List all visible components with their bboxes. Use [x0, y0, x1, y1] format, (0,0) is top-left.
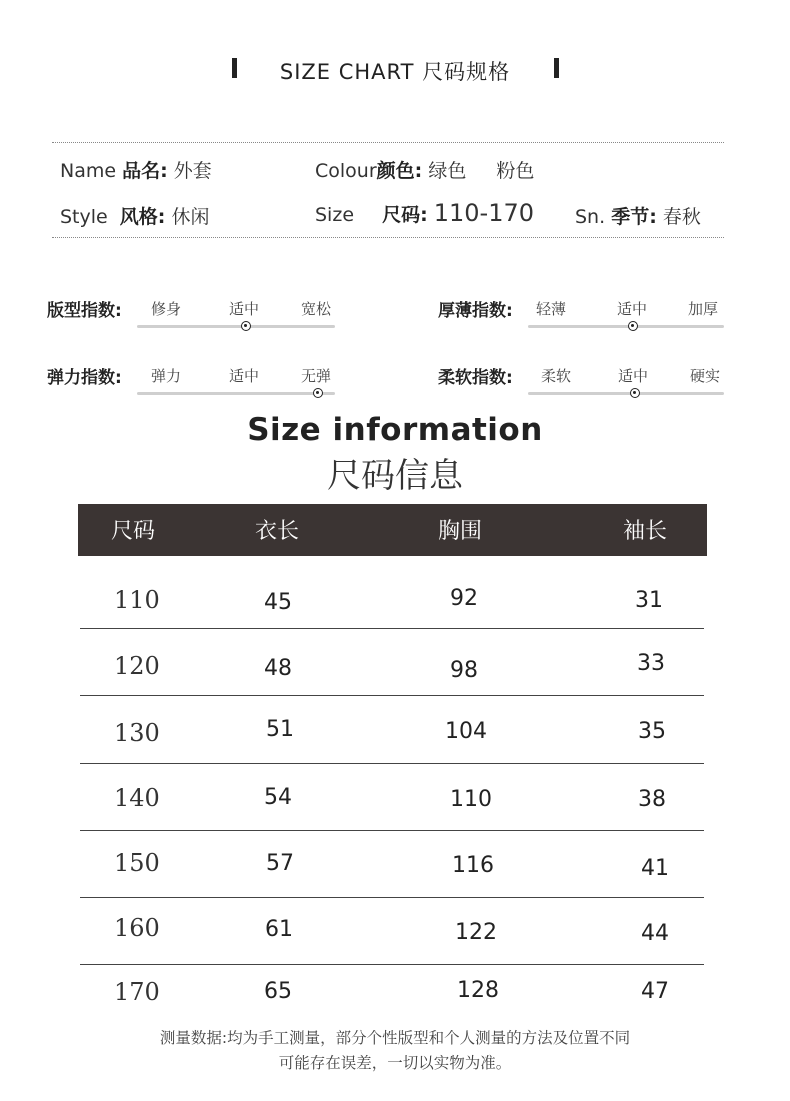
table-row — [80, 767, 704, 833]
cell-size: 130 — [114, 719, 160, 747]
cell-sleeve: 35 — [638, 719, 666, 744]
index-elasticity-track — [137, 392, 335, 395]
name-label-en: Name — [60, 160, 117, 182]
divider-top — [52, 142, 724, 143]
cell-size: 170 — [114, 978, 160, 1006]
index-softness-label: 柔软指数: — [438, 368, 513, 388]
season-label-en: Sn. — [575, 206, 606, 228]
row-divider — [80, 897, 704, 898]
divider-bottom — [52, 237, 724, 238]
cell-size: 140 — [114, 784, 160, 812]
colour-label-zh: 颜色: — [376, 160, 423, 182]
index-thickness-option-2: 适中 — [617, 300, 648, 318]
season-value: 春秋 — [662, 206, 701, 228]
index-softness-option-1: 柔软 — [541, 367, 572, 385]
style-value: 休闲 — [171, 206, 210, 228]
cell-length: 61 — [265, 917, 293, 942]
size-label-zh: 尺码: — [382, 204, 428, 226]
row-divider — [80, 695, 704, 696]
colour-value-green: 绿色 — [428, 160, 467, 182]
season-field — [575, 202, 701, 229]
cell-chest: 92 — [450, 586, 478, 611]
index-fit-track — [137, 325, 335, 328]
index-fit-option-1: 修身 — [151, 300, 182, 318]
index-thickness-track — [528, 325, 724, 328]
cell-size: 110 — [114, 586, 160, 614]
index-elasticity-label: 弹力指数: — [47, 368, 122, 388]
index-softness-marker — [630, 388, 640, 398]
measurement-note-line-1: 测量数据:均为手工测量，部分个性版型和个人测量的方法及位置不同 — [159, 1029, 631, 1047]
measurement-note — [0, 1026, 790, 1076]
cell-size: 120 — [114, 652, 160, 680]
colour-field — [315, 156, 534, 183]
table-row — [80, 901, 704, 967]
index-elasticity-marker — [313, 388, 323, 398]
row-divider — [80, 830, 704, 831]
cell-sleeve: 33 — [637, 651, 665, 676]
season-label-zh: 季节: — [611, 206, 657, 228]
size-value: 110-170 — [433, 199, 534, 227]
row-divider — [80, 964, 704, 965]
cell-chest: 98 — [450, 658, 478, 683]
cell-size: 150 — [114, 849, 160, 877]
size-table-header — [78, 504, 707, 556]
cell-length: 48 — [264, 656, 292, 681]
colour-label-en: Colour — [315, 160, 377, 182]
style-label-zh: 风格: — [119, 206, 166, 228]
table-row — [80, 632, 704, 698]
cell-length: 45 — [264, 590, 292, 615]
index-softness-option-2: 适中 — [618, 367, 649, 385]
colour-value-pink: 粉色 — [496, 160, 535, 182]
index-softness-option-3: 硬实 — [690, 367, 721, 385]
header-sleeve: 袖长 — [623, 519, 668, 544]
cell-sleeve: 31 — [635, 588, 663, 613]
cell-chest: 110 — [450, 787, 492, 812]
table-row — [80, 566, 704, 632]
index-fit-option-3: 宽松 — [301, 300, 332, 318]
table-row — [80, 834, 704, 900]
header-bar-right — [554, 58, 559, 78]
page-title: SIZE CHART 尺码规格 — [279, 60, 511, 84]
cell-length: 51 — [266, 717, 294, 742]
size-info-title-en: Size information — [247, 412, 543, 448]
header-length: 衣长 — [255, 519, 300, 544]
header-size: 尺码 — [111, 519, 156, 544]
name-field — [60, 156, 212, 183]
table-row — [80, 699, 704, 765]
size-label-en: Size — [315, 204, 355, 226]
index-thickness-marker — [628, 321, 638, 331]
style-label-en: Style — [60, 206, 108, 228]
table-row — [80, 968, 704, 1034]
cell-sleeve: 41 — [641, 856, 669, 881]
index-elasticity-option-1: 弹力 — [151, 367, 182, 385]
cell-sleeve: 44 — [641, 921, 669, 946]
cell-length: 57 — [266, 851, 294, 876]
size-info-title-zh: 尺码信息 — [327, 456, 463, 496]
measurement-note-line-2: 可能存在误差，一切以实物为准。 — [278, 1054, 512, 1072]
header-chest: 胸围 — [438, 519, 483, 544]
style-field — [60, 202, 209, 229]
cell-chest: 116 — [452, 853, 494, 878]
cell-chest: 122 — [455, 920, 497, 945]
cell-size: 160 — [114, 914, 160, 942]
name-value: 外套 — [173, 160, 212, 182]
row-divider — [80, 628, 704, 629]
cell-sleeve: 38 — [638, 787, 666, 812]
index-fit-marker — [241, 321, 251, 331]
cell-sleeve: 47 — [641, 979, 669, 1004]
index-elasticity-option-2: 适中 — [229, 367, 260, 385]
cell-length: 65 — [264, 979, 292, 1004]
name-label-zh: 品名: — [122, 160, 168, 182]
cell-chest: 128 — [457, 978, 499, 1003]
index-thickness-label: 厚薄指数: — [438, 301, 513, 321]
index-fit-label: 版型指数: — [47, 301, 122, 321]
row-divider — [80, 763, 704, 764]
size-field — [315, 199, 534, 227]
index-softness-track — [528, 392, 724, 395]
cell-length: 54 — [264, 785, 292, 810]
index-fit-option-2: 适中 — [229, 300, 260, 318]
cell-chest: 104 — [445, 719, 487, 744]
index-elasticity-option-3: 无弹 — [301, 367, 332, 385]
index-thickness-option-1: 轻薄 — [536, 300, 567, 318]
index-thickness-option-3: 加厚 — [688, 300, 719, 318]
